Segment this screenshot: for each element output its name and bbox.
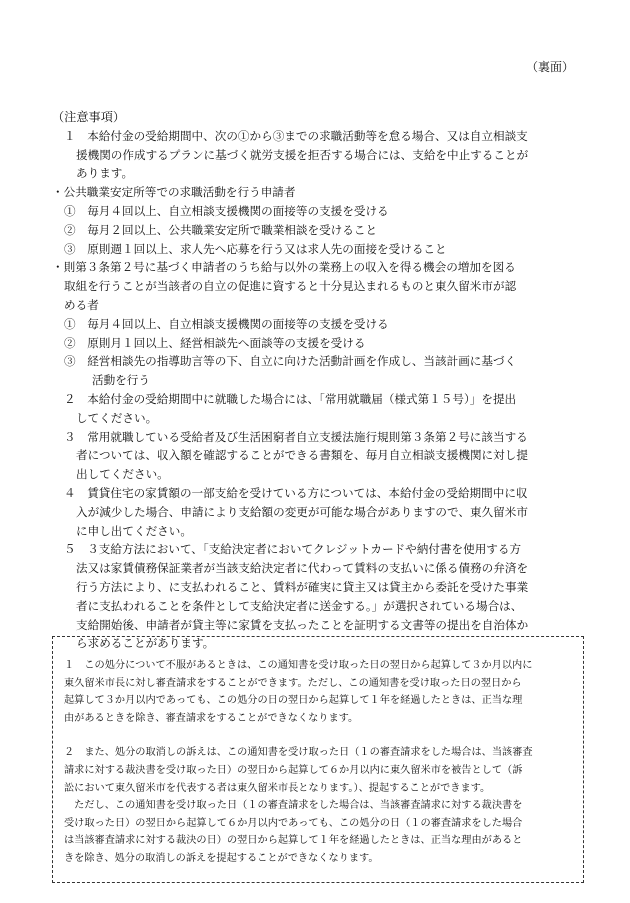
list-item-b1: ① 毎月４回以上、自立相談支援機関の面接等の支援を受ける — [64, 316, 389, 331]
note-5-line-4: 者に支払われることを条件として支給決定者に送金する。」が選択されている場合は、 — [76, 598, 523, 613]
note-1-line-1: １ 本給付金の受給期間中、次の①から③までの求職活動等を怠る場合、又は自立相談支 — [64, 128, 528, 143]
page-side-label: （裏面） — [525, 60, 574, 74]
note-4-line-1: ４ 賃貸住宅の家賃額の一部支給を受けている方については、本給付金の受給期間中に収 — [64, 485, 528, 500]
list-item-b3-line-1: ③ 経営相談先の指導助言等の下、自立に向けた活動計画を作成し、当該計画に基づく — [64, 354, 517, 369]
list-item-a3: ③ 原則週１回以上、求人先へ応募を行う又は求人先の面接を受けること — [64, 241, 447, 256]
appeal-para-1-line-4: 由があるときを除き、審査請求をすることができなくなります。 — [64, 712, 359, 724]
note-5-line-2: 法又は家賃債務保証業者が当該支給決定者に代わって賃料の支払いに係る債務の弁済を — [76, 561, 529, 576]
note-5-line-5: 支給開始後、申請者が貸主等に家賃を支払ったことを証明する文書等の提出を自治体か — [76, 617, 529, 632]
note-3-line-2: 者については、収入額を確認することができる書類を、毎月自立相談支援機関に対し提 — [76, 448, 528, 463]
appeal-para-1-line-3: 起算して３か月以内であっても、この処分の日の翌日から起算して１年を経過したときは、正当な理 — [64, 695, 523, 707]
bullet-employment-office: ・公共職業安定所等での求職活動を行う申請者 — [52, 185, 296, 200]
appeal-para-2-line-1: ２ また、処分の取消しの訴えは、この通知書を受け取った日（１の審査請求をした場合は、当該審査 — [64, 747, 533, 759]
note-4-line-3: に申し出てください。 — [76, 523, 192, 538]
note-4-line-2: 入が減少した場合、申請により支給額の変更が可能な場合がありますので、東久留米市 — [76, 504, 528, 519]
notes-title: （注意事項） — [52, 110, 126, 124]
appeal-notice-box — [52, 636, 584, 883]
note-1-line-3: あります。 — [76, 166, 134, 181]
list-item-b3-line-2: 活動を行う — [92, 373, 150, 388]
appeal-para-2-line-6: は当該審査請求に対する裁決の日）の翌日から起算して１年を経過したときは、正当な理由があると — [64, 835, 523, 847]
appeal-para-1-line-1: １ この処分について不服があるときは、この通知書を受け取った日の翌日から起算して３か月以内に — [64, 660, 533, 671]
note-5-line-6: ら求めることがあります。 — [76, 636, 215, 651]
appeal-para-1-line-2: 東久留米市長に対し審査請求をすることができます。ただし、この通知書を受け取った日の翌日から — [64, 677, 522, 689]
note-2-line-1: ２ 本給付金の受給期間中に就職した場合には、「常用就職届（様式第１５号）」を提出 — [64, 391, 517, 406]
bullet-self-employed-line-1: ・則第３条第２号に基づく申請者のうち給与以外の業務上の収入を得る機会の増加を図る — [52, 260, 516, 275]
bullet-self-employed-line-2: 取組を行うことが当該者の自立の促進に資すると十分見込まれるものと東久留米市が認 — [64, 279, 517, 294]
appeal-para-2-line-3: 訟において東久留米市を代表する者は東久留米市長となります。）、提起することができます。 — [64, 782, 491, 794]
notes-section — [52, 108, 600, 653]
list-item-a1: ① 毎月４回以上、自立相談支援機関の面接等の支援を受ける — [64, 203, 389, 218]
bullet-self-employed-line-3: める者 — [64, 297, 99, 312]
note-3-line-3: 出してください。 — [76, 467, 169, 482]
note-2-line-2: してください。 — [76, 410, 158, 425]
appeal-para-2-line-2: 請求に対する裁決書を受け取った日）の翌日から起算して６か月以内に東久留米市を被告として（訴 — [64, 764, 523, 776]
note-5-line-1: ５ ３支給方法において、「支給決定者においてクレジットカードや納付書を使用する方 — [64, 542, 522, 557]
list-item-a2: ② 毎月２回以上、公共職業安定所で職業相談を受けること — [64, 222, 378, 237]
list-item-b2: ② 原則月１回以上、経営相談先へ面談等の支援を受ける — [64, 335, 366, 350]
paragraph-gap — [64, 727, 573, 744]
note-3-line-1: ３ 常用就職している受給者及び生活困窮者自立支援法施行規則第３条第２号に該当する — [64, 429, 528, 444]
appeal-para-2-line-4: ただし、この通知書を受け取った日（１の審査請求をした場合は、当該審査請求に対する裁決書を — [64, 800, 523, 812]
note-5-line-3: 行う方法により、に支払われること、賃料が確実に貸主又は貸主から委託を受けた事業 — [76, 579, 529, 594]
note-1-line-2: 援機関の作成するプランに基づく就労支援を拒否する場合には、支給を中止することが — [76, 147, 529, 162]
appeal-para-2-line-5: 受け取った日）の翌日から起算して６か月以内であっても、この処分の日（１の審査請求をした場合 — [64, 817, 523, 829]
appeal-para-2-line-7: きを除き、処分の取消しの訴えを提起することができなくなります。 — [64, 852, 379, 864]
